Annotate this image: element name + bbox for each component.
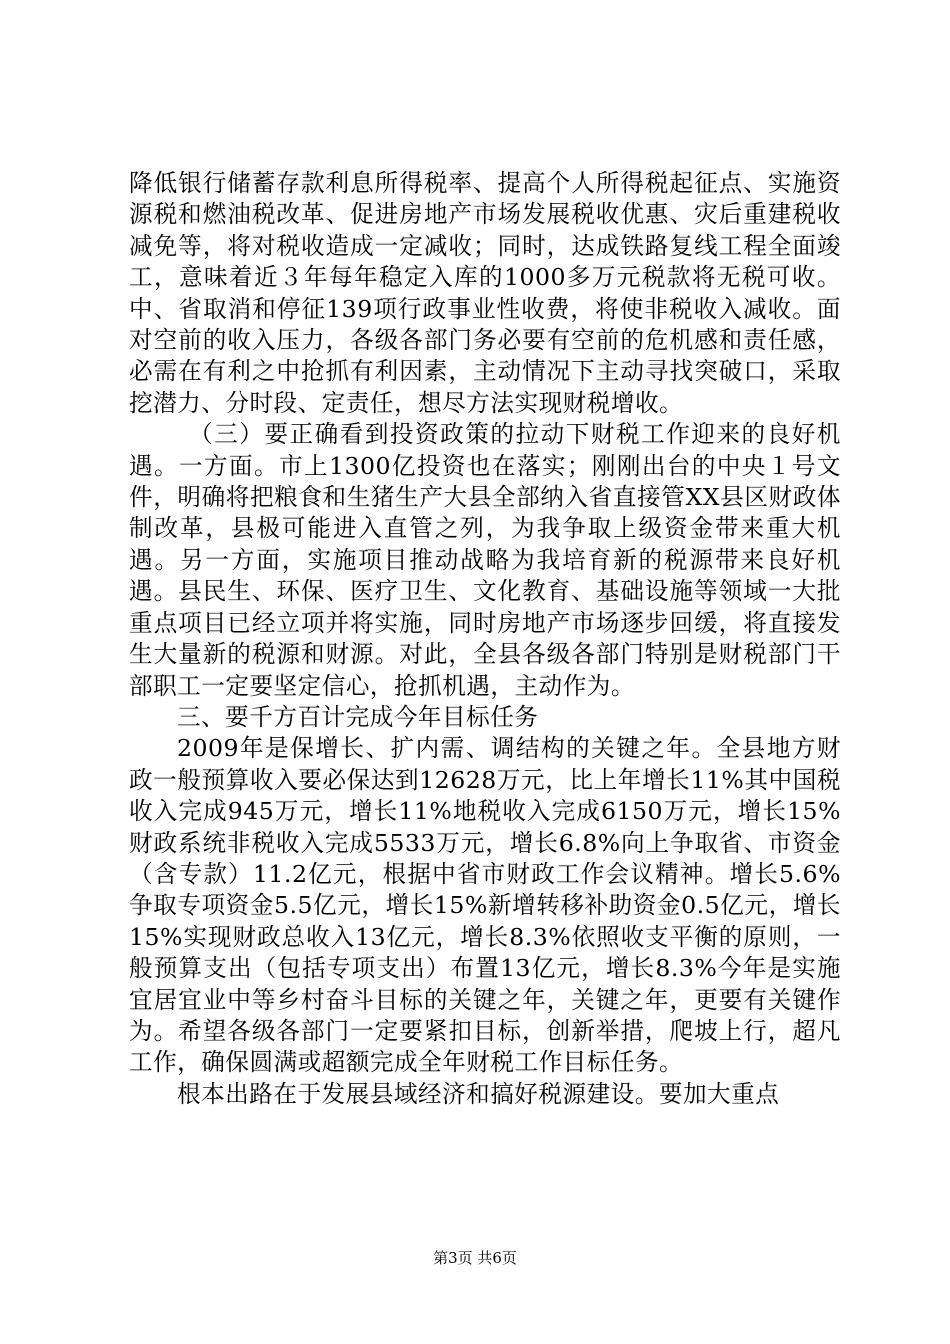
paragraph-tax-reduction: 降低银行储蓄存款利息所得税率、提高个人所得税起征点、实施资源税和燃油税改革、促进房地产市场发展税收优惠、灾后重建税收减免等，将对税收造成一定减收；同时，达成铁路复线工程全面竣工，意味着近３年每年稳定入库的1000多万元税款将无税可收。中、省取消和停征139项行政事业性收费，将使非税收入减收。面对空前的收入压力，各级各部门务必要有空前的危机感和责任感，必需在有利之中抢抓有利因素，主动情况下主动寻找突破口，采取挖潜力、分时段、定责任，想尽方法实现财税增收。 (129, 169, 841, 417)
paragraph-2009-targets: 2009年是保增长、扩内需、调结构的关键之年。全县地方财政一般预算收入要必保达到12628万元，比上年增长11%其中国税收入完成945万元，增长11%地税收入完成6150万元，增长15%财政系统非税收入完成5533万元，增长6.8%向上争取省、市资金（含专款）11.2亿元，根据中省市财政工作会议精神。增长5.6%争取专项资金5.5亿元，增长15%新增转移补助资金0.5亿元，增长15%实现财政总收入13亿元，增长8.3%依照收支平衡的原则，一般预算支出（包括专项支出）布置13亿元，增长8.3%今年是实施宜居宜业中等乡村奋斗目标的关键之年，关键之年，更要有关键作为。希望各级各部门一定要紧扣目标，创新举措，爬坡上行，超凡工作，确保圆满或超额完成全年财税工作目标任务。 (129, 734, 841, 1077)
page-footer (0, 1248, 950, 1268)
document-body (129, 168, 841, 1110)
paragraph-investment-opportunity: （三）要正确看到投资政策的拉动下财税工作迎来的良好机遇。一方面。市上1300亿投资也在落实；刚刚出台的中央１号文件，明确将把粮食和生猪生产大县全部纳入省直接管XX县区财政体制改革，县极可能进入直管之列，为我争取上级资金带来重大机遇。另一方面，实施项目推动战略为我培育新的税源带来良好机遇。县民生、环保、医疗卫生、文化教育、基础设施等领域一大批重点项目已经立项并将实施，同时房地产市场逐步回缓，将直接发生大量新的税源和财源。对此，全县各级各部门特别是财税部门干部职工一定要坚定信心，抢抓机遇，主动作为。 (129, 420, 841, 700)
page-number: 第3页 共6页 (433, 1249, 517, 1267)
paragraph-county-economy: 根本出路在于发展县域经济和搞好税源建设。要加大重点 (177, 1079, 780, 1108)
section-heading-annual-targets: 三、要千方百计完成今年目标任务 (177, 702, 539, 731)
